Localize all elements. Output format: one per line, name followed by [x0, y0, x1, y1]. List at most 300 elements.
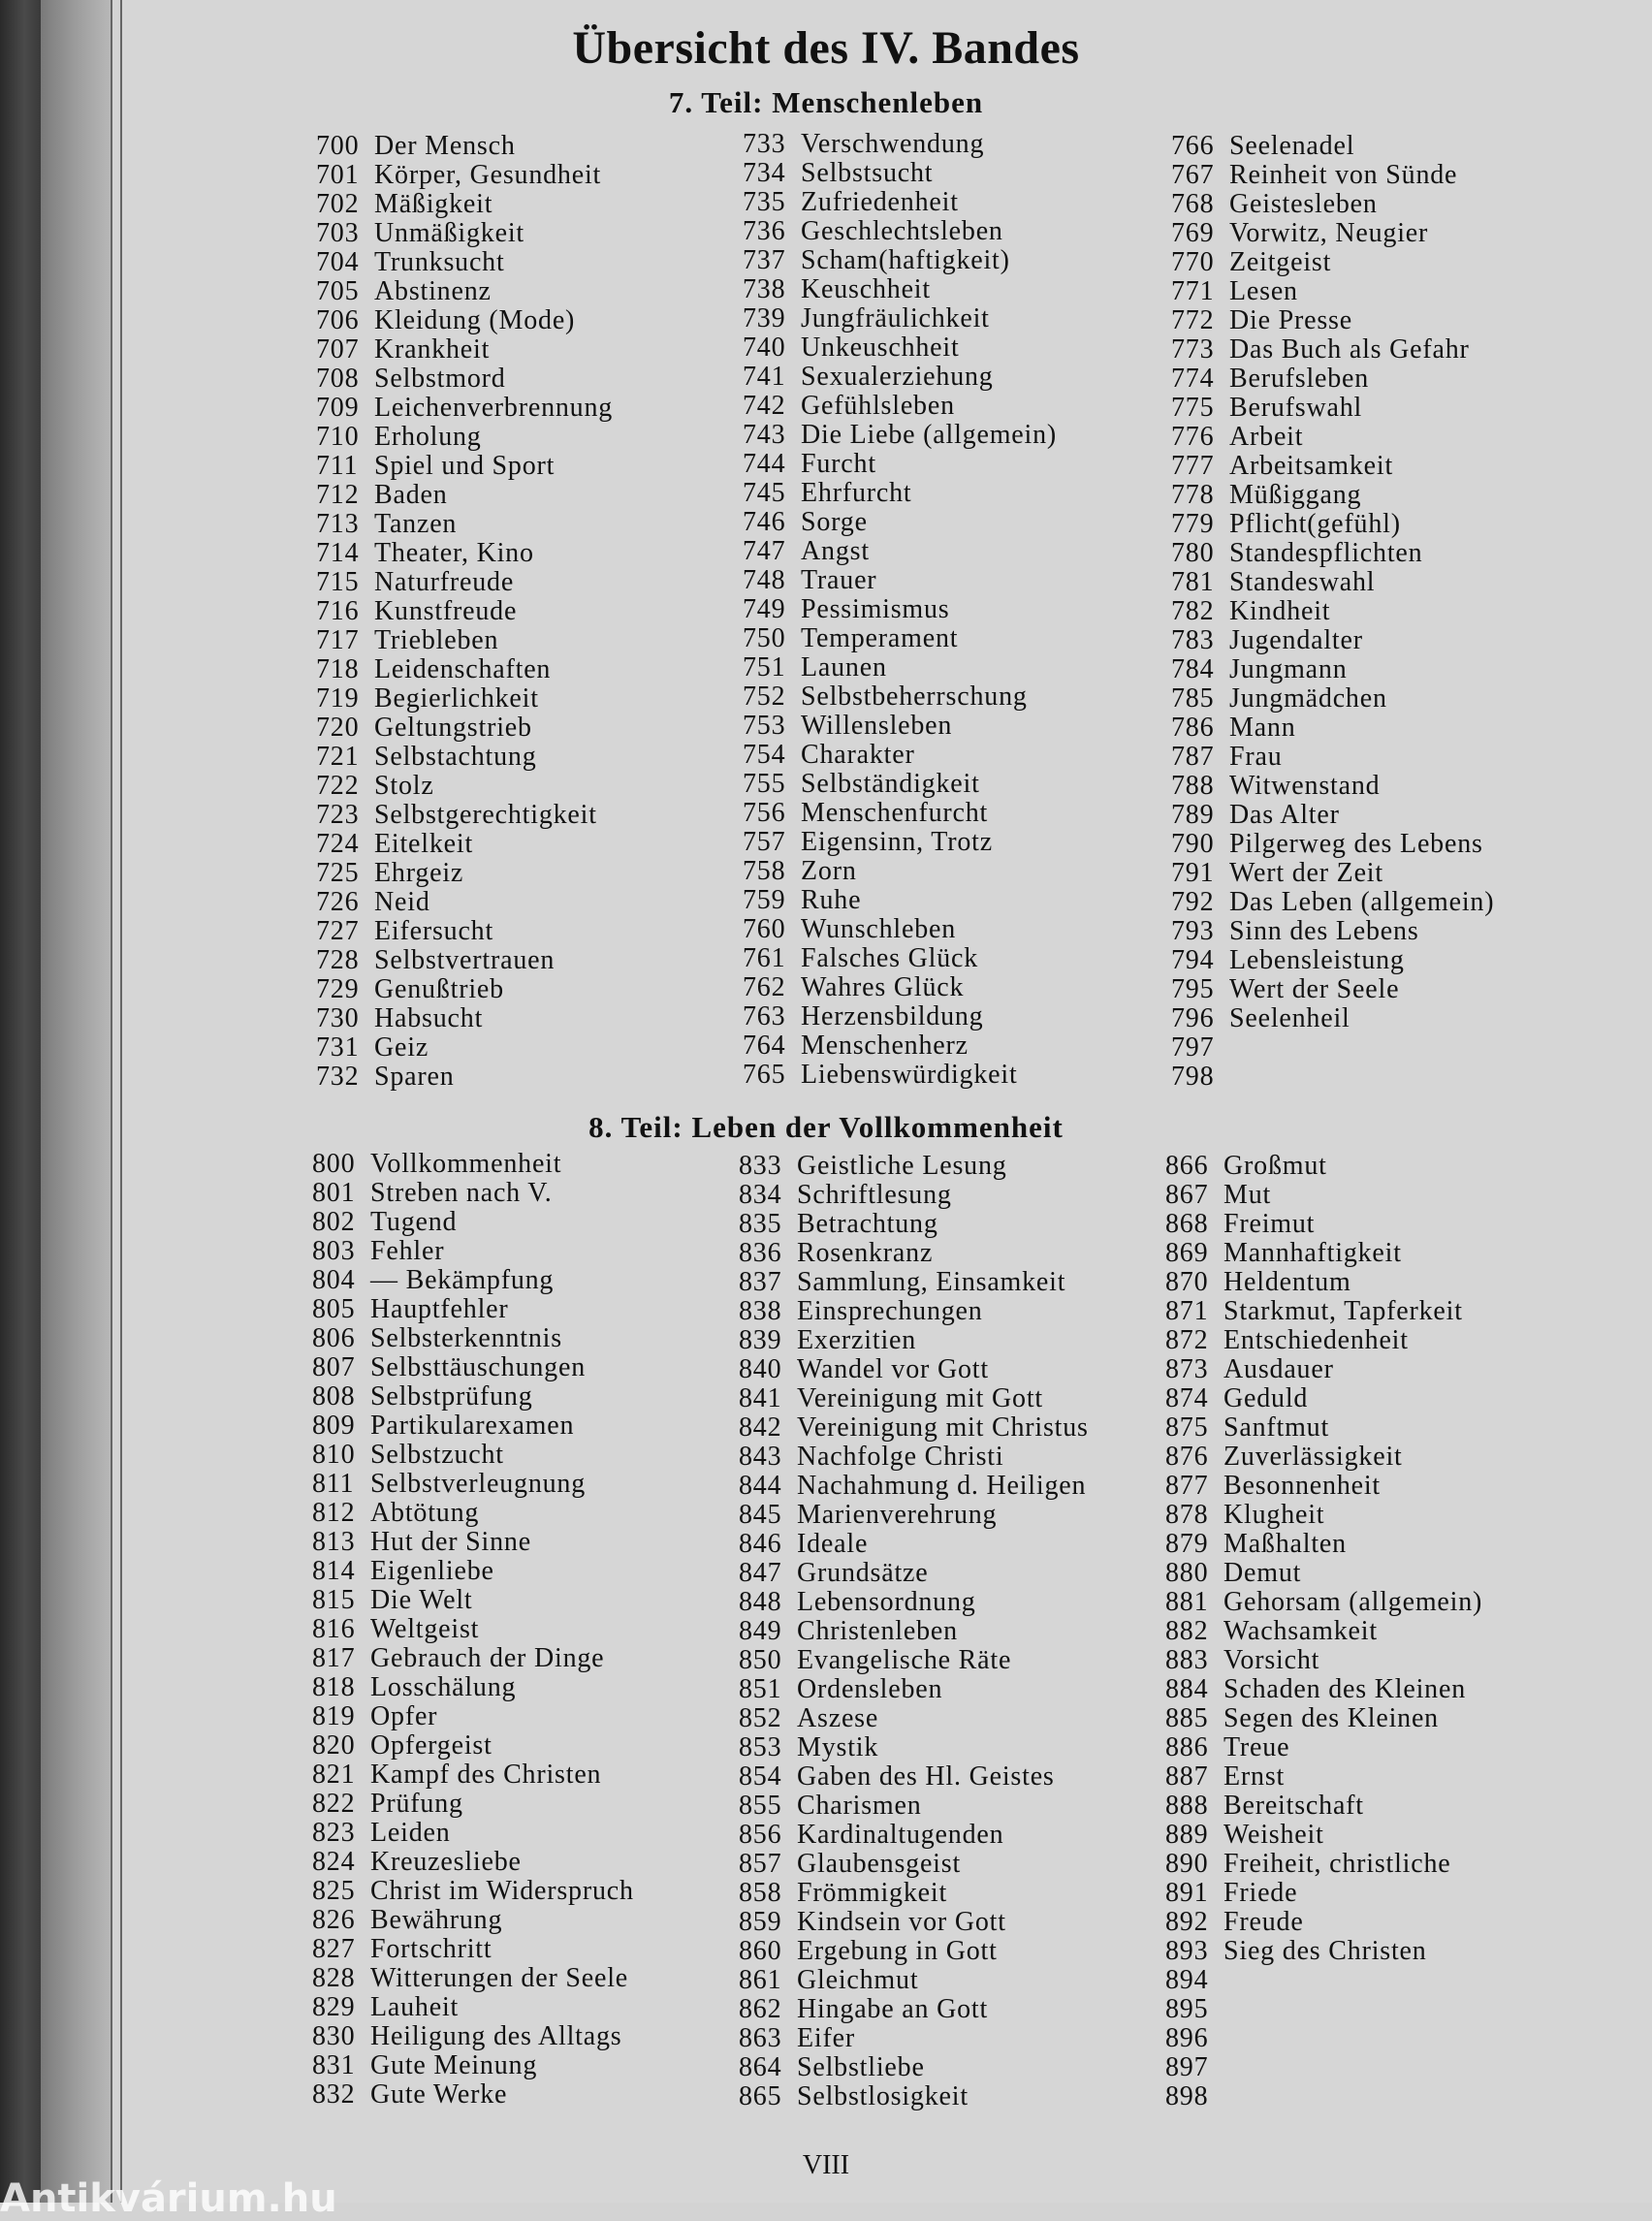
- entry-number: 883: [1165, 1645, 1209, 1675]
- entry-label: Sorge: [801, 507, 868, 537]
- index-entry: [743, 246, 1057, 275]
- entry-number: 703: [316, 218, 360, 248]
- index-entry: [1165, 1879, 1482, 1908]
- entry-label: Bewährung: [370, 1905, 503, 1935]
- index-entry: [1171, 917, 1494, 946]
- entry-number: 852: [739, 1703, 782, 1733]
- entry-number: 711: [316, 451, 359, 481]
- page-stack-edge: [41, 0, 111, 2203]
- entry-number: 793: [1171, 916, 1215, 946]
- entry-number: 840: [739, 1354, 782, 1384]
- entry-number: 802: [312, 1207, 356, 1237]
- entry-label: Launen: [801, 652, 887, 682]
- entry-number: 733: [743, 129, 786, 159]
- entry-number: 841: [739, 1383, 782, 1413]
- entry-label: Aszese: [797, 1703, 879, 1733]
- index-entry: [743, 566, 1057, 595]
- index-entry: [743, 741, 1057, 770]
- entry-label: Trauer: [801, 565, 877, 595]
- entry-label: Pilgerweg des Lebens: [1229, 829, 1483, 859]
- index-entry: [743, 944, 1057, 973]
- entry-number: 838: [739, 1296, 782, 1326]
- index-entry: [312, 1528, 634, 1557]
- index-entry: [1171, 946, 1494, 975]
- entry-number: 772: [1171, 305, 1215, 335]
- index-entry: [739, 1384, 1089, 1413]
- index-entry: [312, 1499, 634, 1528]
- index-entry: [739, 1210, 1089, 1239]
- entry-number: 719: [316, 683, 360, 714]
- entry-label: Streben nach V.: [370, 1178, 553, 1208]
- index-entry: [312, 1935, 634, 1964]
- entry-label: Ehrfurcht: [801, 478, 912, 508]
- entry-number: 727: [316, 916, 360, 946]
- index-entry: [743, 770, 1057, 799]
- index-entry: [312, 1673, 634, 1702]
- entry-label: Selbstprüfung: [370, 1381, 533, 1412]
- index-entry: [312, 2051, 634, 2080]
- entry-label: Geistesleben: [1229, 189, 1378, 219]
- index-entry: [739, 1733, 1089, 1762]
- entry-number: 700: [316, 131, 360, 161]
- entry-number: 770: [1171, 247, 1215, 277]
- entry-label: Gute Werke: [370, 2079, 508, 2110]
- index-entry: [316, 917, 613, 946]
- index-entry: [1171, 859, 1494, 888]
- entry-number: 779: [1171, 509, 1215, 539]
- entry-label: Entschiedenheit: [1223, 1325, 1409, 1355]
- entry-number: 750: [743, 623, 786, 653]
- entry-number: 837: [739, 1267, 782, 1297]
- index-entry: [739, 1850, 1089, 1879]
- entry-label: Heiligung des Alltags: [370, 2021, 622, 2051]
- entry-label: Arbeit: [1229, 422, 1304, 452]
- entry-label: Selbstgerechtigkeit: [374, 800, 597, 830]
- index-entry: [312, 1557, 634, 1586]
- entry-number: 730: [316, 1003, 360, 1033]
- entry-number: 795: [1171, 974, 1215, 1004]
- entry-number: 832: [312, 2079, 356, 2110]
- index-entry: [312, 2022, 634, 2051]
- index-entry: [1165, 1937, 1482, 1966]
- index-entry: [1165, 1704, 1482, 1733]
- entry-number: 820: [312, 1730, 356, 1761]
- entry-label: Kampf des Christen: [370, 1760, 602, 1790]
- index-entry: [1171, 655, 1494, 684]
- index-entry: [1165, 1443, 1482, 1472]
- entry-label: Gaben des Hl. Geistes: [797, 1761, 1055, 1792]
- index-entry: [1171, 714, 1494, 743]
- entry-label: Freimut: [1223, 1209, 1316, 1239]
- index-entry: [312, 1295, 634, 1324]
- entry-label: Jugendalter: [1229, 625, 1363, 655]
- index-entry: [743, 1002, 1057, 1031]
- entry-number: 773: [1171, 334, 1215, 365]
- index-entry: [739, 1297, 1089, 1326]
- index-entry: [316, 248, 613, 277]
- entry-number: 834: [739, 1180, 782, 1210]
- entry-number: 851: [739, 1674, 782, 1704]
- index-entry: [1171, 626, 1494, 655]
- entry-number: 836: [739, 1238, 782, 1268]
- entry-number: 738: [743, 274, 786, 304]
- entry-label: Nachahmung d. Heiligen: [797, 1471, 1087, 1501]
- index-entry: [1165, 1617, 1482, 1646]
- entry-label: Hingabe an Gott: [797, 1994, 989, 2024]
- entry-label: Habsucht: [374, 1003, 484, 1033]
- entry-number: 848: [739, 1587, 782, 1617]
- index-entry: [312, 1819, 634, 1848]
- entry-number: 862: [739, 1994, 782, 2024]
- section-7-column-3: [1171, 132, 1494, 1092]
- index-entry: [316, 830, 613, 859]
- index-entry: [739, 1559, 1089, 1588]
- entry-number: 764: [743, 1031, 786, 1061]
- index-entry: [316, 684, 613, 714]
- page-number: VIII: [802, 2150, 850, 2180]
- entry-number: 825: [312, 1876, 356, 1906]
- entry-label: Ehrgeiz: [374, 858, 464, 888]
- entry-label: Pessimismus: [801, 594, 950, 624]
- entry-label: Betrachtung: [797, 1209, 938, 1239]
- entry-number: 849: [739, 1616, 782, 1646]
- entry-label: Tanzen: [374, 509, 458, 539]
- entry-label: Einsprechungen: [797, 1296, 983, 1326]
- index-entry: [1171, 423, 1494, 452]
- index-entry: [739, 1530, 1089, 1559]
- entry-label: Klugheit: [1223, 1500, 1325, 1530]
- entry-number: 868: [1165, 1209, 1209, 1239]
- index-entry: [739, 1675, 1089, 1704]
- entry-number: 723: [316, 800, 360, 830]
- entry-number: 818: [312, 1672, 356, 1702]
- index-entry: [739, 1472, 1089, 1501]
- index-entry: [739, 1239, 1089, 1268]
- entry-label: Partikularexamen: [370, 1411, 575, 1441]
- entry-label: Opfer: [370, 1701, 438, 1731]
- entry-label: Ernst: [1223, 1761, 1286, 1792]
- index-entry: [739, 1501, 1089, 1530]
- index-entry: [1171, 801, 1494, 830]
- index-entry: [743, 595, 1057, 624]
- entry-number: 858: [739, 1878, 782, 1908]
- index-entry: [316, 801, 613, 830]
- entry-number: 869: [1165, 1238, 1209, 1268]
- entry-label: Das Leben (allgemein): [1229, 887, 1495, 917]
- entry-label: Grundsätze: [797, 1558, 929, 1588]
- index-entry: [1165, 1501, 1482, 1530]
- index-entry: [316, 132, 613, 161]
- entry-label: Stolz: [374, 771, 434, 801]
- entry-number: 861: [739, 1965, 782, 1995]
- entry-number: 898: [1165, 2081, 1209, 2111]
- index-entry: [743, 624, 1057, 653]
- entry-label: Ruhe: [801, 885, 862, 915]
- entry-label: Arbeitsamkeit: [1229, 451, 1394, 481]
- entry-label: Wandel vor Gott: [797, 1354, 989, 1384]
- index-entry: [1165, 1181, 1482, 1210]
- entry-label: Geschlechtsleben: [801, 216, 1003, 246]
- entry-number: 796: [1171, 1003, 1215, 1033]
- index-entry: [312, 1150, 634, 1179]
- index-entry: [312, 1790, 634, 1819]
- index-entry: [316, 859, 613, 888]
- index-entry: [1171, 481, 1494, 510]
- entry-number: 708: [316, 364, 360, 394]
- index-entry: [312, 1353, 634, 1382]
- index-entry: [316, 510, 613, 539]
- entry-number: 710: [316, 422, 360, 452]
- entry-number: 747: [743, 536, 786, 566]
- entry-number: 774: [1171, 364, 1215, 394]
- entry-number: 729: [316, 974, 360, 1004]
- entry-number: 758: [743, 856, 786, 886]
- entry-label: Wert der Seele: [1229, 974, 1400, 1004]
- entry-number: 749: [743, 594, 786, 624]
- entry-number: 735: [743, 187, 786, 217]
- entry-number: 842: [739, 1412, 782, 1443]
- index-entry: [1171, 830, 1494, 859]
- index-entry: [739, 1821, 1089, 1850]
- entry-label: Das Buch als Gefahr: [1229, 334, 1470, 365]
- entry-label: Das Alter: [1229, 800, 1340, 830]
- entry-number: 816: [312, 1614, 356, 1644]
- entry-label: Pflicht(gefühl): [1229, 509, 1401, 539]
- index-entry: [743, 333, 1057, 363]
- index-entry: [1171, 161, 1494, 190]
- index-entry: [743, 799, 1057, 828]
- index-entry: [743, 712, 1057, 741]
- index-entry: [312, 1848, 634, 1877]
- entry-number: 856: [739, 1820, 782, 1850]
- entry-number: 744: [743, 449, 786, 479]
- entry-number: 801: [312, 1178, 356, 1208]
- index-entry: [739, 1588, 1089, 1617]
- entry-label: Selbstachtung: [374, 742, 537, 772]
- entry-label: Kunstfreude: [374, 596, 518, 626]
- entry-number: 865: [739, 2081, 782, 2111]
- entry-label: Theater, Kino: [374, 538, 534, 568]
- entry-label: Der Mensch: [374, 131, 516, 161]
- index-entry: [1171, 888, 1494, 917]
- entry-label: Spiel und Sport: [374, 451, 556, 481]
- entry-label: Eifersucht: [374, 916, 494, 946]
- entry-number: 742: [743, 391, 786, 421]
- entry-label: Witwenstand: [1229, 771, 1381, 801]
- entry-label: Abtötung: [370, 1498, 480, 1528]
- index-entry: [739, 2053, 1089, 2082]
- entry-number: 757: [743, 827, 786, 857]
- entry-number: 830: [312, 2021, 356, 2051]
- index-entry: [739, 1762, 1089, 1792]
- entry-label: Glaubensgeist: [797, 1849, 962, 1879]
- entry-label: Vorsicht: [1223, 1645, 1320, 1675]
- entry-label: Neid: [374, 887, 430, 917]
- entry-label: Starkmut, Tapferkeit: [1223, 1296, 1463, 1326]
- entry-label: Berufswahl: [1229, 393, 1363, 423]
- entry-number: 721: [316, 742, 360, 772]
- index-entry: [1165, 1152, 1482, 1181]
- entry-label: Sammlung, Einsamkeit: [797, 1267, 1066, 1297]
- entry-label: Standeswahl: [1229, 567, 1376, 597]
- entry-label: Kindheit: [1229, 596, 1331, 626]
- entry-number: 889: [1165, 1820, 1209, 1850]
- index-entry: [316, 481, 613, 510]
- entry-label: Temperament: [801, 623, 959, 653]
- index-entry: [316, 655, 613, 684]
- entry-number: 760: [743, 914, 786, 944]
- entry-number: 743: [743, 420, 786, 450]
- index-entry: [743, 188, 1057, 217]
- index-entry: [739, 1792, 1089, 1821]
- index-entry: [743, 828, 1057, 857]
- entry-number: 807: [312, 1352, 356, 1382]
- entry-number: 817: [312, 1643, 356, 1673]
- entry-number: 804: [312, 1265, 356, 1295]
- index-entry: [312, 1964, 634, 1993]
- section-7-column-1: [316, 132, 613, 1092]
- entry-label: Weisheit: [1223, 1820, 1324, 1850]
- entry-label: Hauptfehler: [370, 1294, 509, 1324]
- entry-number: 753: [743, 711, 786, 741]
- entry-number: 828: [312, 1963, 356, 1993]
- entry-number: 701: [316, 160, 360, 190]
- index-entry: [316, 568, 613, 597]
- index-entry: [312, 1993, 634, 2022]
- entry-label: Sanftmut: [1223, 1412, 1330, 1443]
- index-entry: [743, 915, 1057, 944]
- index-entry: [316, 539, 613, 568]
- index-entry: [1165, 1384, 1482, 1413]
- index-entry: [1165, 1588, 1482, 1617]
- index-entry: [1171, 306, 1494, 335]
- entry-label: Wachsamkeit: [1223, 1616, 1378, 1646]
- entry-number: 881: [1165, 1587, 1209, 1617]
- entry-label: Marienverehrung: [797, 1500, 998, 1530]
- index-entry: [312, 1906, 634, 1935]
- entry-label: Selbstvertrauen: [374, 945, 556, 975]
- entry-label: Gebrauch der Dinge: [370, 1643, 605, 1673]
- entry-number: 809: [312, 1411, 356, 1441]
- entry-number: 785: [1171, 683, 1215, 714]
- entry-label: Fehler: [370, 1236, 445, 1266]
- entry-number: 763: [743, 1001, 786, 1031]
- entry-label: Lauheit: [370, 1992, 460, 2022]
- entry-label: Eifer: [797, 2023, 855, 2053]
- entry-number: 728: [316, 945, 360, 975]
- index-entry: [312, 1702, 634, 1731]
- index-entry: [743, 450, 1057, 479]
- entry-label: Triebleben: [374, 625, 499, 655]
- entry-number: 709: [316, 393, 360, 423]
- entry-number: 791: [1171, 858, 1215, 888]
- entry-label: Leiden: [370, 1818, 451, 1848]
- entry-number: 780: [1171, 538, 1215, 568]
- entry-number: 835: [739, 1209, 782, 1239]
- entry-label: Kardinaltugenden: [797, 1820, 1004, 1850]
- entry-label: Selbstbeherrschung: [801, 682, 1028, 712]
- entry-number: 794: [1171, 945, 1215, 975]
- entry-label: Gute Meinung: [370, 2050, 538, 2080]
- index-entry: [743, 886, 1057, 915]
- section-heading-7: 7. Teil: Menschenleben: [668, 85, 984, 119]
- index-entry: [1165, 1850, 1482, 1879]
- page-edge-line: [111, 0, 112, 2203]
- index-entry: [739, 1995, 1089, 2024]
- entry-label: Krankheit: [374, 334, 491, 365]
- entry-number: 782: [1171, 596, 1215, 626]
- entry-number: 740: [743, 333, 786, 363]
- entry-label: Ideale: [797, 1529, 869, 1559]
- entry-label: Willensleben: [801, 711, 953, 741]
- entry-label: Gleichmut: [797, 1965, 919, 1995]
- entry-number: 746: [743, 507, 786, 537]
- index-entry: [316, 743, 613, 772]
- index-entry: [1165, 1792, 1482, 1821]
- entry-label: Furcht: [801, 449, 876, 479]
- entry-number: 761: [743, 943, 786, 973]
- index-entry: [1165, 2024, 1482, 2053]
- index-entry: [316, 365, 613, 394]
- index-entry: [739, 1879, 1089, 1908]
- entry-number: 714: [316, 538, 360, 568]
- entry-label: Mäßigkeit: [374, 189, 493, 219]
- entry-label: Sieg des Christen: [1223, 1936, 1427, 1966]
- entry-number: 705: [316, 276, 360, 306]
- entry-label: Freiheit, christliche: [1223, 1849, 1451, 1879]
- entry-label: Wahres Glück: [801, 972, 965, 1002]
- entry-label: Geistliche Lesung: [797, 1151, 1007, 1181]
- entry-label: Treue: [1223, 1732, 1290, 1762]
- entry-number: 855: [739, 1791, 782, 1821]
- entry-label: Mystik: [797, 1732, 879, 1762]
- entry-label: Menschenfurcht: [801, 798, 989, 828]
- index-entry: [312, 1412, 634, 1441]
- entry-label: Selbstmord: [374, 364, 506, 394]
- entry-label: Jungmädchen: [1229, 683, 1387, 714]
- entry-number: 715: [316, 567, 360, 597]
- index-entry: [1165, 1268, 1482, 1297]
- index-entry: [312, 1208, 634, 1237]
- index-entry: [1165, 1821, 1482, 1850]
- entry-label: Eigensinn, Trotz: [801, 827, 993, 857]
- index-entry: [743, 508, 1057, 537]
- index-entry: [739, 2082, 1089, 2111]
- entry-number: 789: [1171, 800, 1215, 830]
- entry-label: Besonnenheit: [1223, 1471, 1382, 1501]
- entry-number: 879: [1165, 1529, 1209, 1559]
- entry-number: 718: [316, 654, 360, 684]
- index-entry: [743, 682, 1057, 712]
- entry-number: 722: [316, 771, 360, 801]
- entry-number: 846: [739, 1529, 782, 1559]
- entry-number: 875: [1165, 1412, 1209, 1443]
- entry-number: 843: [739, 1442, 782, 1472]
- index-entry: [739, 1704, 1089, 1733]
- index-entry: [312, 1324, 634, 1353]
- entry-label: Die Welt: [370, 1585, 473, 1615]
- entry-label: Selbstsucht: [801, 158, 934, 188]
- entry-label: Selbstverleugnung: [370, 1469, 587, 1499]
- entry-label: Rosenkranz: [797, 1238, 934, 1268]
- entry-label: Standespflichten: [1229, 538, 1423, 568]
- entry-number: 762: [743, 972, 786, 1002]
- entry-number: 844: [739, 1471, 782, 1501]
- entry-number: 850: [739, 1645, 782, 1675]
- index-entry: [1171, 772, 1494, 801]
- index-entry: [743, 392, 1057, 421]
- section-heading-8: 8. Teil: Leben der Vollkommenheit: [588, 1110, 1064, 1144]
